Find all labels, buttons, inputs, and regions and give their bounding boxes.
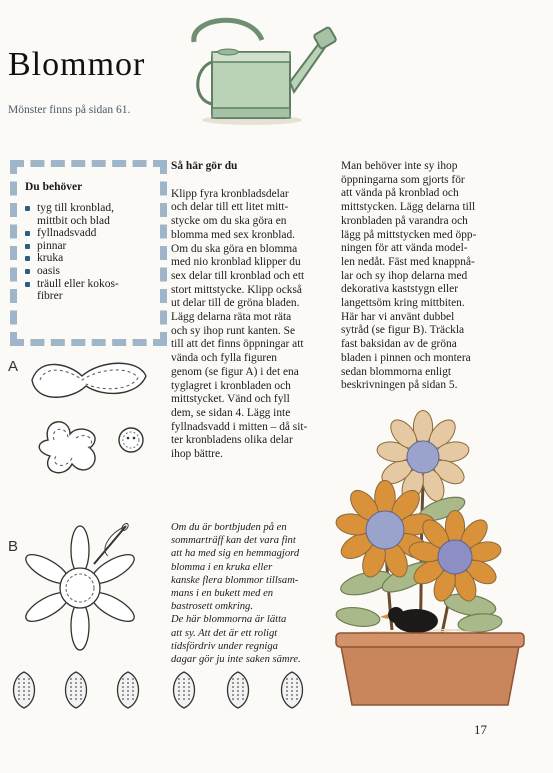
instructions-text [171,188,327,462]
materials-list [25,202,156,303]
text-line: beskrivningen på sidan 5. [341,379,458,392]
text-line: till att det finns öppningar att [171,338,304,351]
materials-item: kruka [25,252,156,265]
text-line: Om du är bortbjuden på en [171,522,287,533]
text-line: att ha med sig en hemmagjord [171,548,300,560]
flower-center [438,540,472,574]
figure-a-label: A [8,358,19,375]
text-line: blomma i en kruka eller [171,561,273,573]
text-line: Här har vi använt dubbel [341,310,455,323]
figure-b-label: B [8,538,19,555]
text-line: langettsöm kring mittbiten. [341,297,465,310]
seed-shape [282,672,303,708]
text-line: med nio kronblad klipper du [171,256,301,269]
materials-box [10,160,167,346]
text-line: tyglagret i kronbladen och [171,379,291,392]
seed-shape [66,672,87,708]
text-line: att vända på kronblad och [341,187,459,200]
intro-note [171,521,319,666]
text-line: öppningarna som gjorts för [341,173,465,186]
materials-item: fibrer [37,290,63,303]
seed-shape [118,672,139,708]
text-line: kanske flera blommor tillsam- [171,574,299,586]
note-text [171,521,319,666]
text-line: bladen i pinnen och montera [341,351,471,364]
text-line: kronbladen på varandra och [341,214,468,227]
materials-heading: Du behöver [25,181,83,193]
text-line: genom (se figur A) i det ena [171,365,299,378]
text-line: och sy ihop runt kanten. Se [171,324,296,337]
text-line: vända och fylla figuren [171,352,277,365]
needle-icon [88,520,132,570]
instructions-continued [341,160,511,393]
flower-center [407,441,439,473]
text-line: lar och sy ihop delarna med [341,269,468,282]
continued-text [341,160,511,393]
page-title: Blommor [8,46,146,83]
text-line: ihop bättre. [171,448,223,461]
text-line: och delar till ett litet mitt- [171,201,289,214]
seed-pattern-icon [8,668,308,713]
text-line: De här blommorna är lätta [171,614,287,626]
text-line: sytråd (se figur B). Träckla [341,324,465,337]
text-line: blomma med sex kronblad. [171,228,296,241]
text-line: ningen för att vända model- [341,242,468,255]
pattern-reference: Mönster finns på sidan 61. [8,104,131,116]
materials-item: tyg till kronblad, [25,202,156,215]
figure-b-flower-diagram [22,520,152,655]
text-line: tidsfördriv under regniga [171,640,278,652]
text-line: dagar gör ju inte saken sämre. [171,654,301,666]
text-line: Om du ska göra en blomma [171,242,298,255]
button-icon [117,426,145,454]
text-line: dem, se sidan 4. Lägg inte [171,406,291,419]
text-line: ter kronbladens olika delar [171,434,293,447]
text-line: stycke om du ska göra en [171,215,287,228]
text-line: lägg på mittstycken med öpp- [341,228,477,241]
text-line: dekorativa kaststygn eller [341,283,459,296]
text-line: ut delar till de gröna bladen. [171,297,300,310]
figure-a-petal-patterns [20,352,170,502]
text-line: sommarträff kan det vara fint [171,535,296,547]
materials-item: mittbit och blad [37,214,110,227]
seed-shape [174,672,195,708]
text-line: bastrosett omkring. [171,601,254,613]
seed-shape [228,672,249,708]
text-line: Man behöver inte sy ihop [341,160,458,172]
instructions-heading: Så här gör du [171,160,238,172]
text-line: mittstycket. Vänd och fyll [171,393,290,406]
text-line: mittstycken. Lägg delarna till [341,201,476,214]
text-line: fast baksidan av de gröna [341,338,457,351]
materials-item: träull eller kokos- [25,278,156,291]
text-line: sedan blommorna enligt [341,365,452,378]
text-line: Klipp fyra kronbladsdelar [171,187,289,200]
text-line: Lägg delarna räta mot räta [171,311,292,324]
materials-item: oasis [25,265,156,278]
instructions-column [171,160,327,462]
seed-shape [14,672,35,708]
flower-pot-photo [330,405,530,705]
page-number: 17 [474,722,487,737]
watering-can-icon [180,12,340,127]
text-line: fyllnadsvadd i mitten – då sit- [171,420,308,433]
text-line: mans i en bukett med en [171,588,274,600]
text-line: att sy. Att det är ett roligt [171,627,278,639]
materials-item: fyllnadsvadd [25,227,156,240]
materials-item: pinnar [25,240,156,253]
text-line: stort mittstycke. Klipp också [171,283,302,296]
text-line: sex delar till kronblad och ett [171,269,305,282]
flower-center [366,511,404,549]
text-line: len nedåt. Fäst med knappnå- [341,255,475,268]
